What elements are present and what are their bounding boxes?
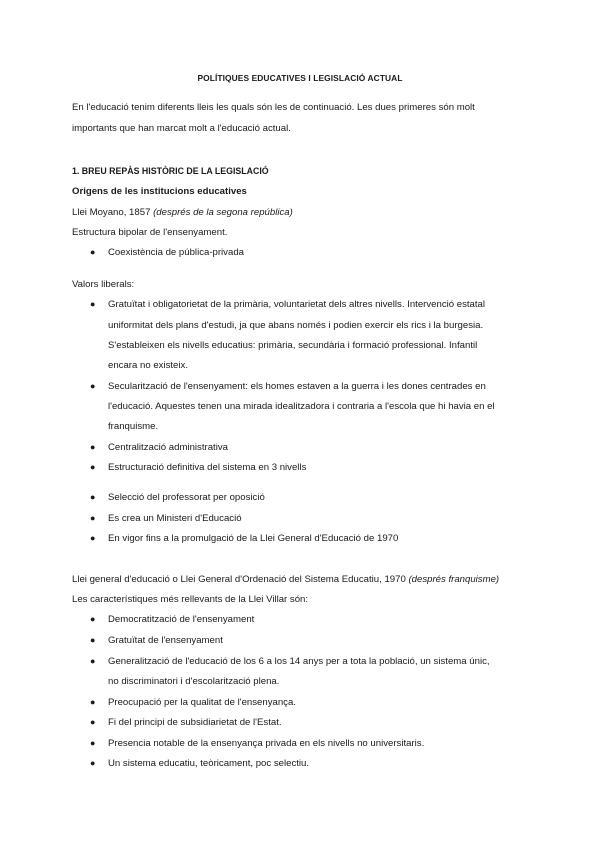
list-item-line: Democratització de l'ensenyament: [108, 614, 255, 625]
list-item-line: encara no existeix.: [108, 360, 188, 371]
bullet-dot: ●: [90, 697, 96, 707]
intro-line-2: importants que han marcat molt a l'educació actual.: [72, 123, 291, 134]
list-item-line: S'estableixen els nivells educatius: primària, secundària i formació professional. Infantil: [108, 340, 478, 351]
bullet-dot: ●: [90, 299, 96, 309]
law1-name: Llei Moyano, 1857: [72, 207, 154, 218]
list-item-line: Es crea un Ministeri d'Educació: [108, 513, 242, 524]
bullet-dot: ●: [90, 533, 96, 543]
list-item: Coexistència de pública-privada: [108, 247, 244, 258]
law2-period: (després franquisme): [408, 574, 500, 585]
values-label: Valors liberals:: [72, 279, 135, 290]
bullet-dot: ●: [90, 462, 96, 472]
list-item-line: Estructuració definitiva del sistema en 3 nivells: [108, 462, 307, 473]
list-item-line: Preocupació per la qualitat de l'ensenyança.: [108, 697, 296, 708]
law1-line: [72, 206, 293, 219]
list-item-line: l'educació. Aquestes tenen una mirada idealitzadora i contraria a l'escola que hi havia en el: [108, 401, 495, 412]
list-item-line: Secularització de l'ensenyament: els homes estaven a la guerra i les dones centrades en: [108, 381, 486, 392]
list-item-line: Gratuïtat de l'ensenyament: [108, 635, 223, 646]
bullet-dot: ●: [90, 442, 96, 452]
bullet-dot: ●: [90, 717, 96, 727]
law2-name: Llei general d'educació o Llei General d'Ordenació del Sistema Educatiu, 1970: [72, 574, 409, 585]
bullet-dot: ●: [90, 656, 96, 666]
list-item-line: franquisme.: [108, 421, 159, 432]
bullet-dot: ●: [90, 513, 96, 523]
bullet-dot: ●: [90, 758, 96, 768]
list-item-line: Centralització administrativa: [108, 442, 228, 453]
bullet-dot: ●: [90, 381, 96, 391]
list-item-line: Selecció del professorat per oposició: [108, 492, 265, 503]
subheading: Origens de les institucions educatives: [72, 186, 247, 197]
intro-line-1: En l'educació tenim diferents lleis les quals són les de continuació. Les dues primeres són molt: [72, 102, 475, 113]
law2-intro: Les característiques més rellevants de la Llei Villar són:: [72, 594, 309, 605]
list-item-line: Un sistema educatiu, teòricament, poc selectiu.: [108, 758, 310, 769]
list-item-line: Generalització de l'educació de los 6 a los 14 anys per a tota la població, un sistema únic,: [108, 656, 490, 667]
law2-line: [72, 573, 499, 586]
bullet-dot: ●: [90, 247, 96, 257]
page-title: POLÍTIQUES EDUCATIVES I LEGISLACIÓ ACTUAL: [197, 73, 403, 83]
bullet-dot: ●: [90, 614, 96, 624]
structure-line: Estructura bipolar de l'ensenyament.: [72, 227, 228, 238]
section-heading: 1. BREU REPÀS HISTÒRIC DE LA LEGISLACIÓ: [72, 166, 269, 176]
list-item-line: En vigor fins a la promulgació de la Llei General d'Educació de 1970: [108, 533, 399, 544]
list-item-line: uniformitat dels plans d'estudi, ja que abans només i podien exercir els rics i la burgesia.: [108, 320, 484, 331]
law1-period: (després de la segona república): [153, 207, 293, 218]
bullet-dot: ●: [90, 738, 96, 748]
bullet-dot: ●: [90, 492, 96, 502]
list-item-line: Fi del principi de subsidiarietat de l'Estat.: [108, 717, 282, 728]
bullet-dot: ●: [90, 635, 96, 645]
list-item-line: no discriminatori i d'escolarització plena.: [108, 676, 280, 687]
list-item-line: Presencia notable de la ensenyança privada en els nivells no universitaris.: [108, 738, 425, 749]
list-item-line: Gratuïtat i obligatorietat de la primària, voluntarietat dels altres nivells. Intervenció estatal: [108, 299, 486, 310]
